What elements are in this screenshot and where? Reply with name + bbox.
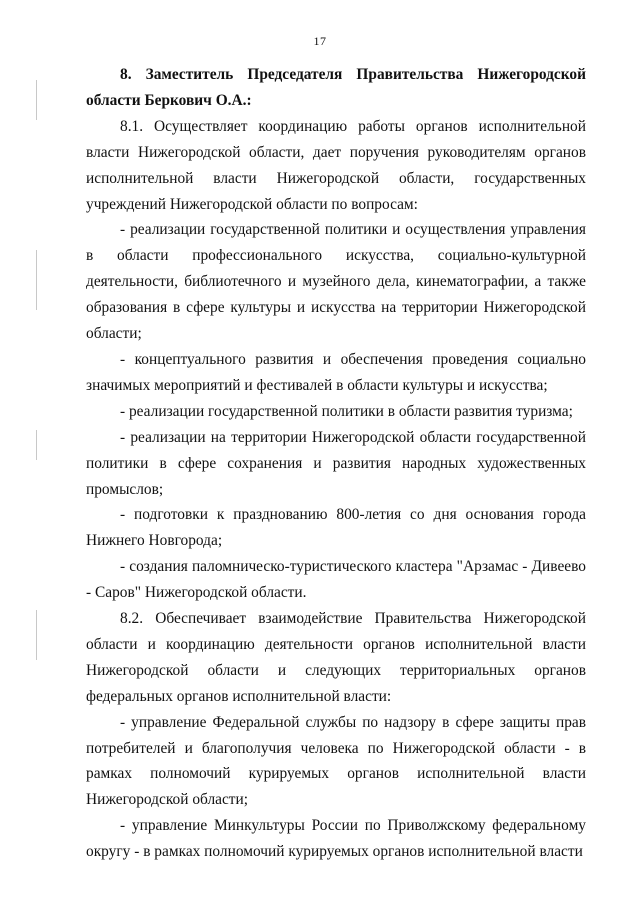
page-number: 17 [313, 34, 327, 48]
list-item: - реализации государственной политики в области развития туризма; [120, 402, 573, 420]
list-item: - реализации государственной политики и осуществления управления в области профессионального искусства, социально-культурной деятельности, библиотечного и музейного дела, кинематографии, а также образования в сфере культуры и искусства на территории Нижегородской области; [86, 221, 586, 343]
list-item: - создания паломническо-туристического кластера "Арзамас - Дивеево - Саров" Нижегородской области. [86, 558, 586, 602]
scan-artifacts [36, 70, 46, 770]
paragraph-8-2: 8.2. Обеспечивает взаимодействие Правительства Нижегородской области и координацию деятельности органов исполнительной власти Нижегородской области и следующих территориальных органов федеральных органов исполнительной власти: [86, 610, 586, 705]
paragraph-8-1: 8.1. Осуществляет координацию работы органов исполнительной власти Нижегородской области, дает поручения руководителям органов исполнительной власти Нижегородской области, государственных учреждений Нижегородской области по вопросам: [86, 117, 586, 213]
document-body [86, 62, 586, 865]
list-item: - управление Федеральной службы по надзору в сфере защиты прав потребителей и благополучия человека по Нижегородской области - в рамках полномочий курируемых органов исполнительной власти Нижегородской области; [86, 713, 586, 809]
section-heading: 8. Заместитель Председателя Правительства Нижегородской области Беркович О.А.: [86, 66, 586, 109]
list-item: - управление Минкультуры России по Приволжскому федеральному округу - в рамках полномочий курируемых органов исполнительной власти [86, 817, 586, 861]
list-item: - реализации на территории Нижегородской области государственной политики в сфере сохранения и развития народных художественных промыслов; [86, 428, 586, 498]
list-item: - подготовки к празднованию 800-летия со дня основания города Нижнего Новгорода; [86, 506, 586, 550]
list-item: - концептуального развития и обеспечения проведения социально значимых мероприятий и фестивалей в области культуры и искусства; [86, 350, 586, 394]
